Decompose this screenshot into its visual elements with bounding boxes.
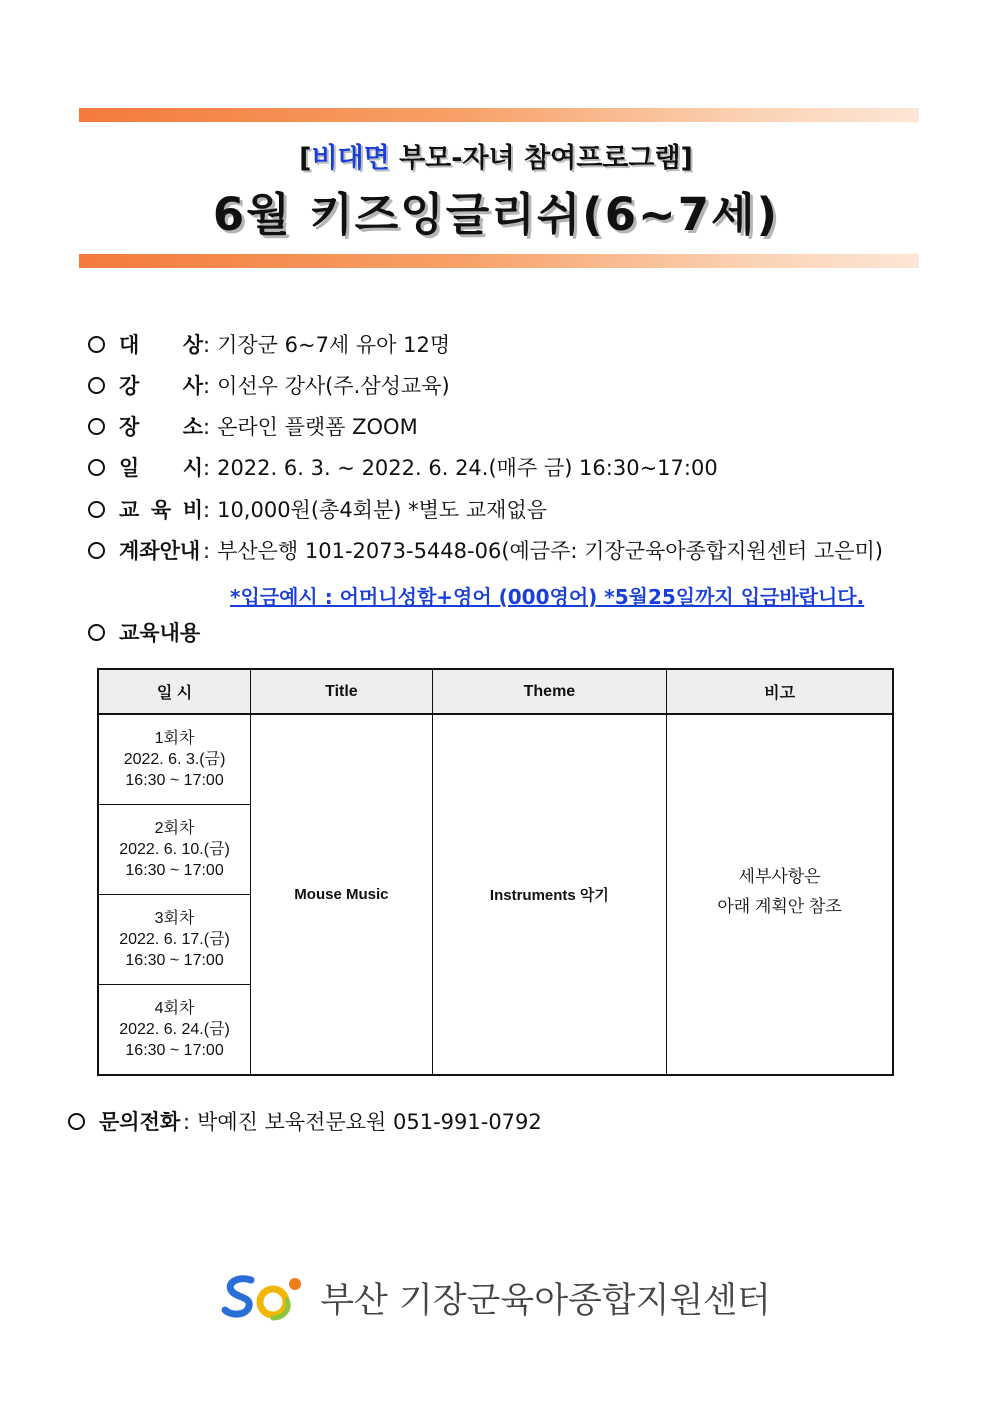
circle-bullet-icon (88, 542, 105, 559)
circle-bullet-icon (88, 377, 105, 394)
info-contact: 문의전화 : 박예진 보육전문요원 051-991-0792 (68, 1109, 542, 1135)
note-cell: 세부사항은 아래 계획안 참조 (667, 714, 893, 1075)
center-logo-icon (221, 1270, 307, 1326)
title-cell: Mouse Music (251, 714, 433, 1075)
session-cell: 1회차 2022. 6. 3.(금) 16:30 ~ 17:00 (98, 714, 251, 805)
info-instructor: 강 사: 이선우 강사(주.삼성교육) (88, 373, 450, 399)
info-account: 계좌안내 : 부산은행 101-2073-5448-06(예금주: 기장군육아종합지원센터 고은미) (88, 538, 883, 564)
table-row (98, 714, 893, 805)
session-cell: 4회차 2022. 6. 24.(금) 16:30 ~ 17:00 (98, 985, 251, 1076)
circle-bullet-icon (88, 624, 105, 641)
circle-bullet-icon (88, 418, 105, 435)
info-place: 장 소: 온라인 플랫폼 ZOOM (88, 414, 418, 440)
top-orange-bar (79, 108, 919, 122)
center-name: 부산 기장군육아종합지원센터 (320, 1281, 771, 1321)
program-title: 6월 키즈잉글리쉬(6~7세) (212, 188, 780, 241)
header-title: Title (251, 669, 433, 714)
table-header-row (98, 669, 893, 714)
program-subtitle: [비대면 부모-자녀 참여프로그램] (299, 143, 693, 174)
circle-bullet-icon (88, 336, 105, 353)
deposit-notice: *입금예시 : 어머니성함+영어 (000영어) *5월25일까지 입금바랍니다. (230, 585, 865, 609)
footer (0, 1270, 992, 1326)
circle-bullet-icon (68, 1113, 85, 1130)
session-cell: 2회차 2022. 6. 10.(금) 16:30 ~ 17:00 (98, 805, 251, 895)
bottom-orange-bar (79, 254, 919, 268)
subtitle-highlight: 비대면 (311, 143, 390, 174)
header-datetime: 일 시 (98, 669, 251, 714)
theme-cell: Instruments 악기 (432, 714, 667, 1075)
schedule-table (97, 668, 894, 1076)
info-content-heading: 교육내용 (88, 620, 203, 646)
header-theme: Theme (432, 669, 667, 714)
header-note: 비고 (667, 669, 893, 714)
info-schedule: 일 시: 2022. 6. 3. ~ 2022. 6. 24.(매주 금) 16:30~17:00 (88, 455, 718, 481)
info-target: 대 상: 기장군 6~7세 유아 12명 (88, 332, 450, 358)
info-fee: 교 육 비: 10,000원(총4회분) *별도 교재없음 (88, 497, 547, 523)
session-cell: 3회차 2022. 6. 17.(금) 16:30 ~ 17:00 (98, 895, 251, 985)
circle-bullet-icon (88, 501, 105, 518)
circle-bullet-icon (88, 459, 105, 476)
